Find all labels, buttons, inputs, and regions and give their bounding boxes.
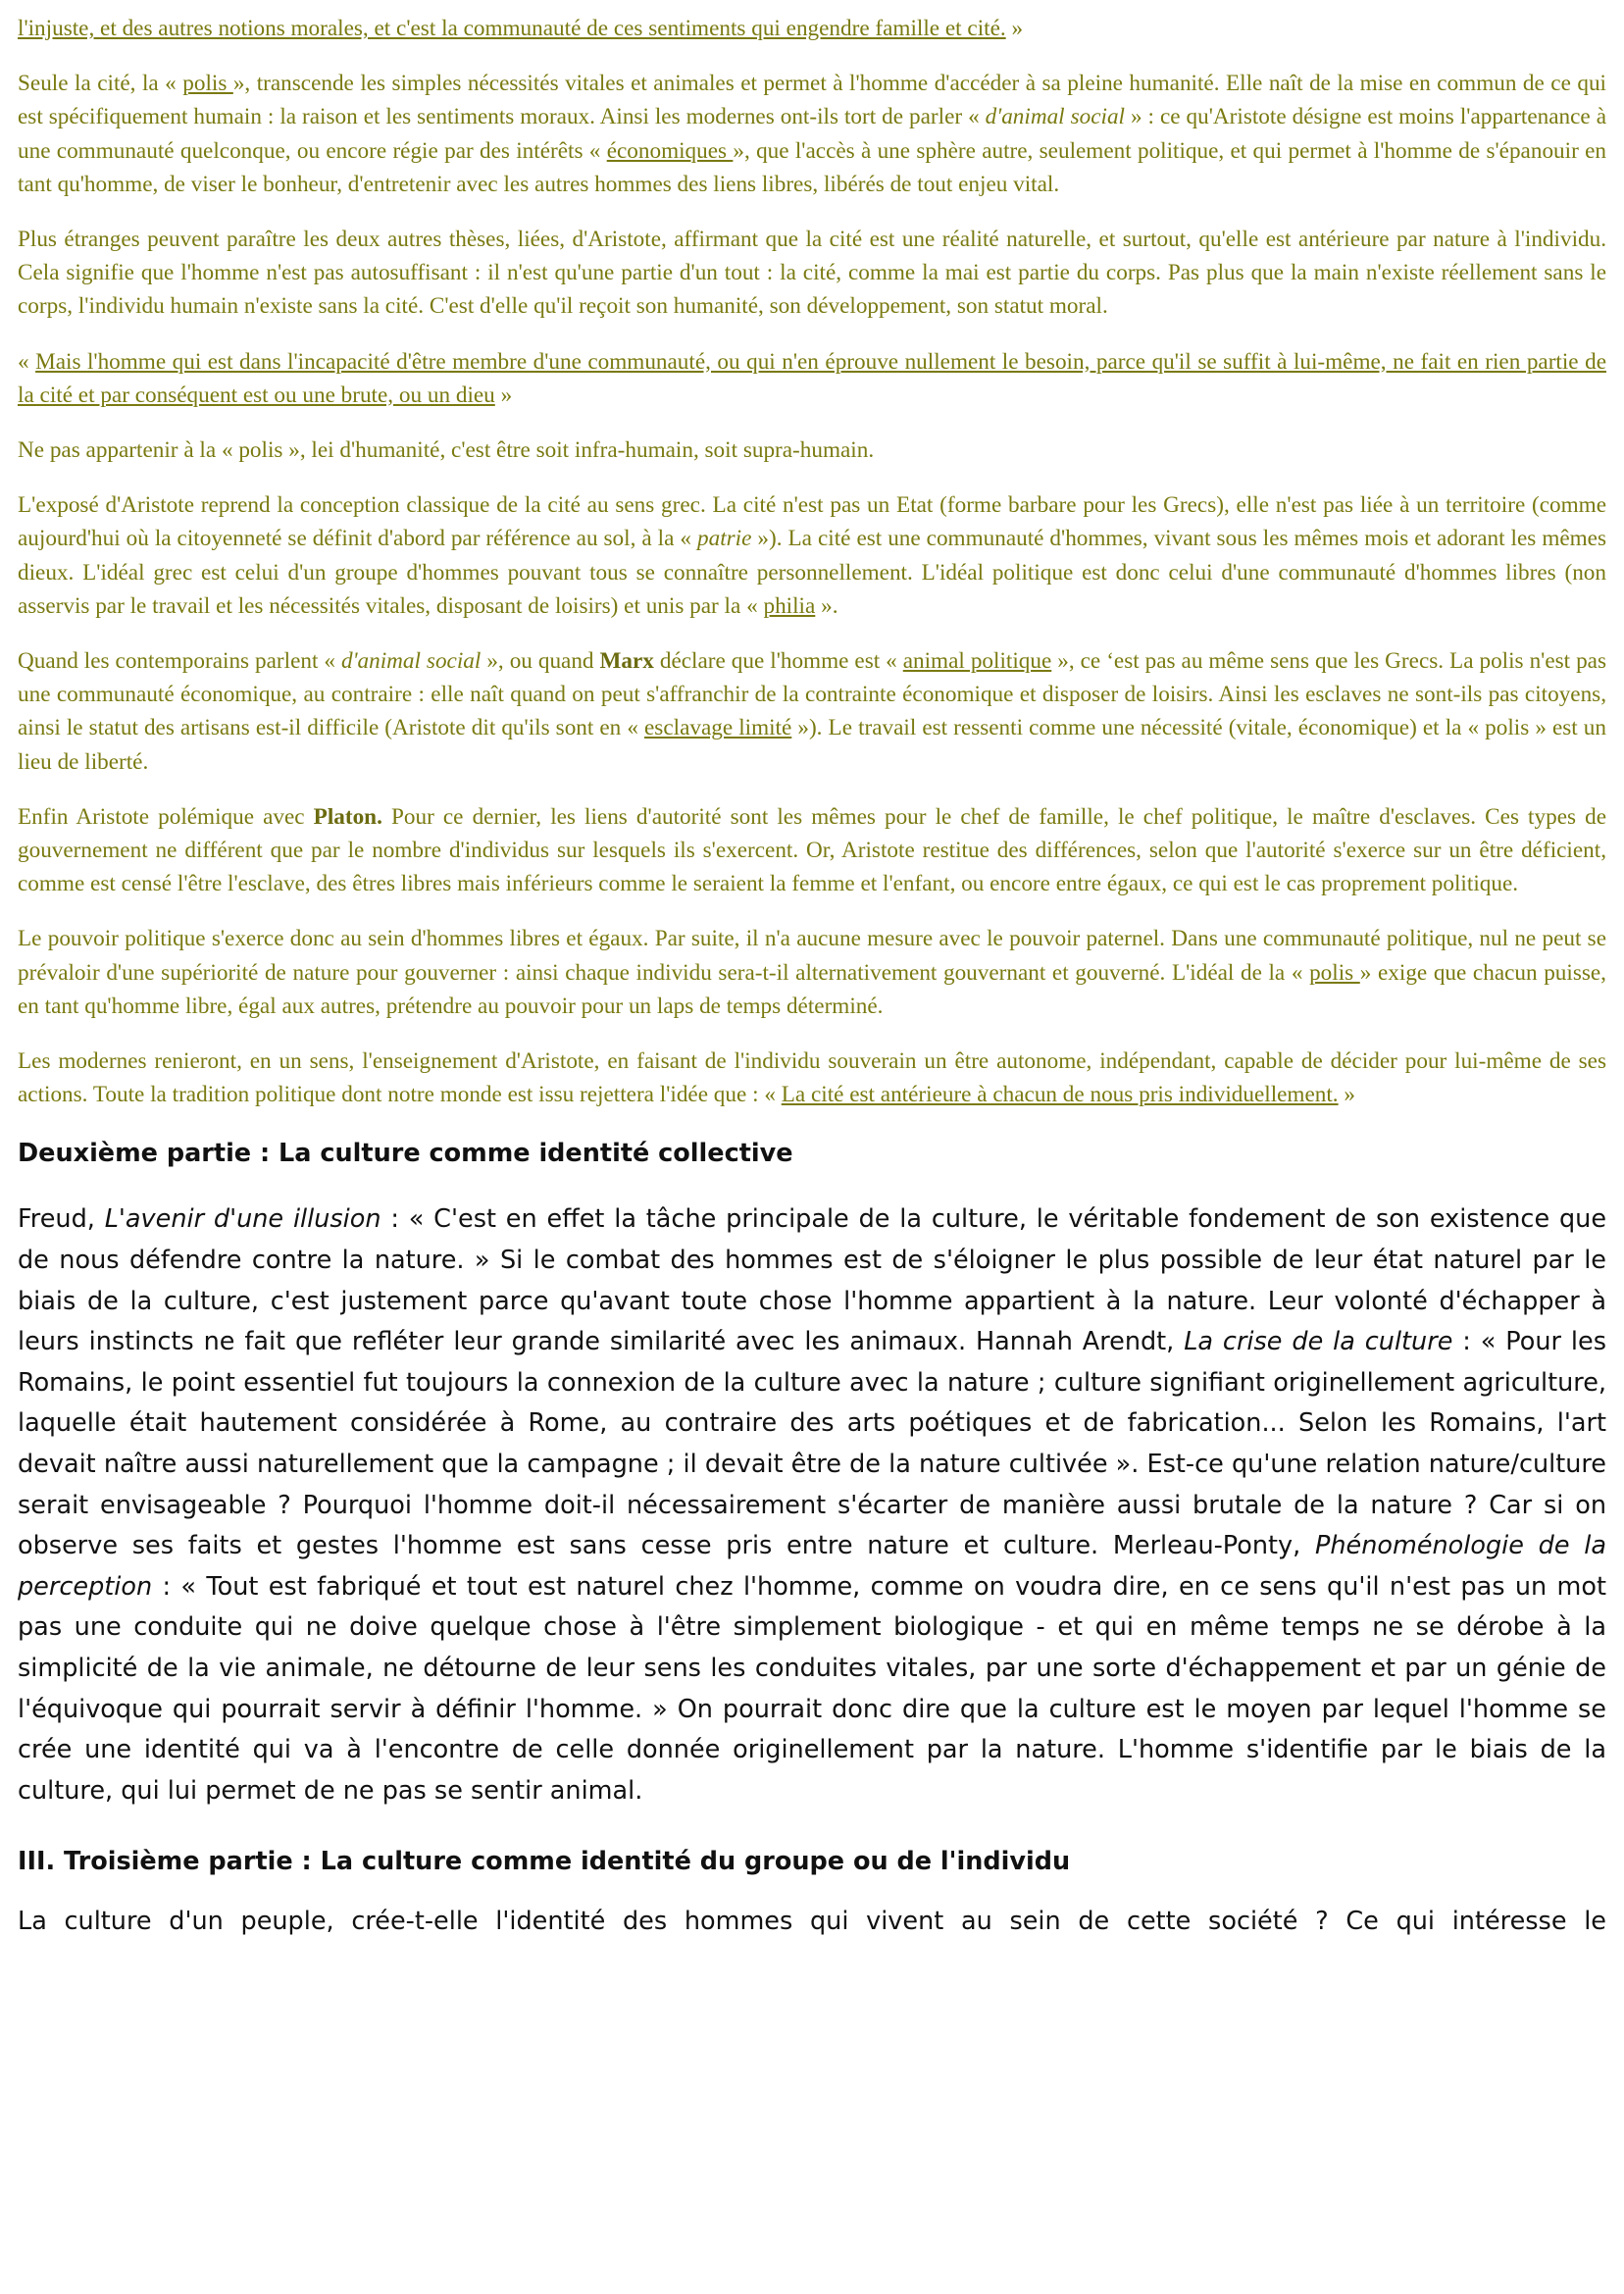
term-animal-social: d'animal social [340, 648, 482, 675]
name-platon: Platon. [313, 803, 382, 830]
aristotle-section [18, 12, 1606, 1111]
paragraph-8: Le pouvoir politique s'exerce donc au sein d'hommes libres et égaux. Par suite, il n'a aucune mesure avec le pouvoir paternel. Dans une communauté politique, nul ne peut se prévaloir d'une supériorité de nature pour gouverner : ainsi chaque individu sera-t-il alternativement gouvernant et gouverné. L'idéal de la « polis » exige que chacun puisse, en tant qu'homme libre, égal aux autres, prétendre au pouvoir pour un laps de temps déterminé. [18, 926, 1606, 1019]
paragraph-0: l'injuste, et des autres notions morales, et c'est la communauté de ces sentiments qui engendre famille et cité. » [18, 16, 1024, 41]
link-economiques[interactable]: économiques [606, 137, 734, 164]
link-esclavage-limite[interactable]: esclavage limité [644, 715, 792, 741]
link-polis[interactable]: polis [1309, 959, 1360, 986]
title-avenir-illusion: L'avenir d'une illusion [104, 1204, 381, 1235]
title-crise-culture: La crise de la culture [1184, 1327, 1453, 1357]
paragraph-6: Quand les contemporains parlent « d'animal social », ou quand Marx déclare que l'homme est « animal politique », ce ‘est pas au même sens que les Grecs. La polis n'est pas une communauté économique, au contraire : elle naît quand on peut s'affranchir de la contrainte économique et disposer de loisirs. Ainsi les esclaves ne sont-ils pas citoyens, ainsi le statut des artisans est-il difficile (Aristote dit qu'ils sont en « esclavage limité »). Le travail est ressenti comme une nécessité (vitale, économique) et la « polis » est un lieu de liberté. [18, 648, 1606, 775]
paragraph-7: Enfin Aristote polémique avec Platon. Pour ce dernier, les liens d'autorité sont les mêmes pour le chef de famille, le chef politique, le maître d'esclaves. Ces types de gouvernement ne différent que par le nombre d'individus sur lesquels ils s'exercent. Or, Aristote restitue des différences, selon que l'autorité s'exerce sur un être déficient, comme est censé l'être l'esclave, des êtres libres mais inférieurs comme le seraient la femme et l'enfant, ou encore entre égaux, ce qui est le cas proprement politique. [18, 803, 1606, 897]
title-phenomenologie: Phénoménologie de la perception [18, 1531, 1606, 1602]
paragraph-3: « Mais l'homme qui est dans l'incapacité d'être membre d'une communauté, ou qui n'en éprouve nullement le besoin, parce qu'il se suffit à lui-même, ne fait en rien partie de la cité et par conséquent est ou une brute, ou un dieu » [18, 348, 1606, 408]
part3-heading: III. Troisième partie : La culture comme identité du groupe ou de l'individu [18, 1847, 1071, 1877]
paragraph-9: Les modernes renieront, en un sens, l'enseignement d'Aristote, en faisant de l'individu souverain un être autonome, indépendant, capable de décider pour lui-même de ses actions. Toute la tradition politique dont notre monde est issu rejettera l'idée que : « La cité est antérieure à chacun de nous pris individuellement. » [18, 1048, 1606, 1108]
name-marx: Marx [599, 648, 654, 675]
paragraph-4: Ne pas appartenir à la « polis », lei d'humanité, c'est être soit infra-humain, soit supra-humain. [18, 437, 875, 464]
link-quote-cite[interactable]: La cité est antérieure à chacun de nous pris individuellement. [781, 1082, 1339, 1108]
term-patrie: patrie [697, 526, 752, 552]
paragraph-5: L'exposé d'Aristote reprend la conception classique de la cité au sens grec. La cité n'est pas un Etat (forme barbare pour les Grecs), elle n'est pas liée à un territoire (comme aujourd'hui où la citoyenneté se définit d'abord par référence au sol, à la « patrie »). La cité est une communauté d'hommes, vivant sous les mêmes mois et adorant les mêmes dieux. L'idéal grec est celui d'un groupe d'hommes pouvant tous se connaître personnellement. L'idéal politique est donc celui d'une communauté d'hommes libres (non asservis par le travail et les nécessités vitales, disposant de loisirs) et unis par la « philia ». [18, 492, 1606, 619]
part3-body: La culture d'un peuple, crée-t-elle l'identité des hommes qui vivent au sein de cette société ? Ce qui intéresse le [18, 1907, 1606, 1937]
link-quote-aristotle[interactable]: Mais l'homme qui est dans l'incapacité d'être membre d'une communauté, ou qui n'en éprouve nullement le besoin, parce qu'il se suffit à lui-même, ne fait en rien partie de la cité et par conséquent est ou une brute, ou un dieu [18, 348, 1606, 408]
link-animal-politique[interactable]: animal politique [902, 648, 1052, 675]
paragraph-2: Plus étranges peuvent paraître les deux autres thèses, liées, d'Aristote, affirmant que la cité est une réalité naturelle, et surtout, qu'elle est antérieure par nature à l'individu. Cela signifie que l'homme n'est pas autosuffisant : il n'est qu'une partie d'un tout : la cité, comme la mai est partie du corps. Pas plus que la main n'existe réellement sans le corps, l'individu humain n'existe sans la cité. C'est d'elle qu'il reçoit son humanité, son développement, son statut moral. [18, 227, 1606, 320]
term-animal-social: d'animal social [985, 104, 1125, 130]
document-page [18, 12, 1606, 1943]
paragraph-1: Seule la cité, la « polis », transcende les simples nécessités vitales et animales et permet à l'homme d'accéder à sa pleine humanité. Elle naît de la mise en commun de ce qui est spécifiquement humain : la raison et les sentiments moraux. Ainsi les modernes ont-ils tort de parler « d'animal social » : ce qu'Aristote désigne est moins l'appartenance à une communauté quelconque, ou encore régie par des intérêts « économiques », que l'accès à une sphère autre, seulement politique, et qui permet à l'homme de s'épanouir en tant qu'homme, de viser le bonheur, d'entretenir avec les autres hommes des liens libres, libérés de tout enjeu vital. [18, 71, 1607, 197]
link-polis[interactable]: polis [182, 71, 233, 97]
link-quote-fragment[interactable]: l'injuste, et des autres notions morales, et c'est la communauté de ces sentiments qui engendre famille et cité. [18, 16, 1006, 41]
link-philia[interactable]: philia [763, 592, 816, 619]
part2-heading: Deuxième partie : La culture comme identité collective [18, 1139, 793, 1169]
part2-body: Freud, L'avenir d'une illusion : « C'est en effet la tâche principale de la culture, le véritable fondement de son existence que de nous défendre contre la nature. » Si le combat des hommes est de s'éloigner le plus possible de leur état naturel par le biais de la culture, c'est justement parce qu'avant toute chose l'homme appartient à la nature. Leur volonté d'échapper à leurs instincts ne fait que refléter leur grande similarité avec les animaux. Hannah Arendt, La crise de la culture : « Pour les Romains, le point essentiel fut toujours la connexion de la culture avec la nature ; culture signifiant originellement agriculture, laquelle était hautement considérée à Rome, au contraire des arts poétiques et de fabrication... Selon les Romains, l'art devait naître aussi naturellement que la campagne ; il devait être de la nature cultivée ». Est-ce qu'une relation nature/culture serait envisageable ? Pourquoi l'homme doit-il nécessairement s'écarter de manière aussi brutale de la nature ? Car si on observe ses faits et gestes l'homme est sans cesse pris entre nature et culture. Merleau-Ponty, Phénoménologie de la perception : « Tout est fabriqué et tout est naturel chez l'homme, comme on voudra dire, en ce sens qu'il n'est pas un mot pas une conduite qui ne doive quelque chose à l'être simplement biologique - et qui en même temps ne se dérobe à la simplicité de la vie animale, ne détourne de leur sens les conduites vitales, par une sorte d'échappement et par un génie de l'équivoque qui pourrait servir à définir l'homme. » On pourrait donc dire que la culture est le moyen par lequel l'homme se crée une identité qui va à l'encontre de celle donnée originellement par la nature. L'homme s'identifie par le biais de la culture, qui lui permet de ne pas se sentir animal. [18, 1204, 1607, 1806]
